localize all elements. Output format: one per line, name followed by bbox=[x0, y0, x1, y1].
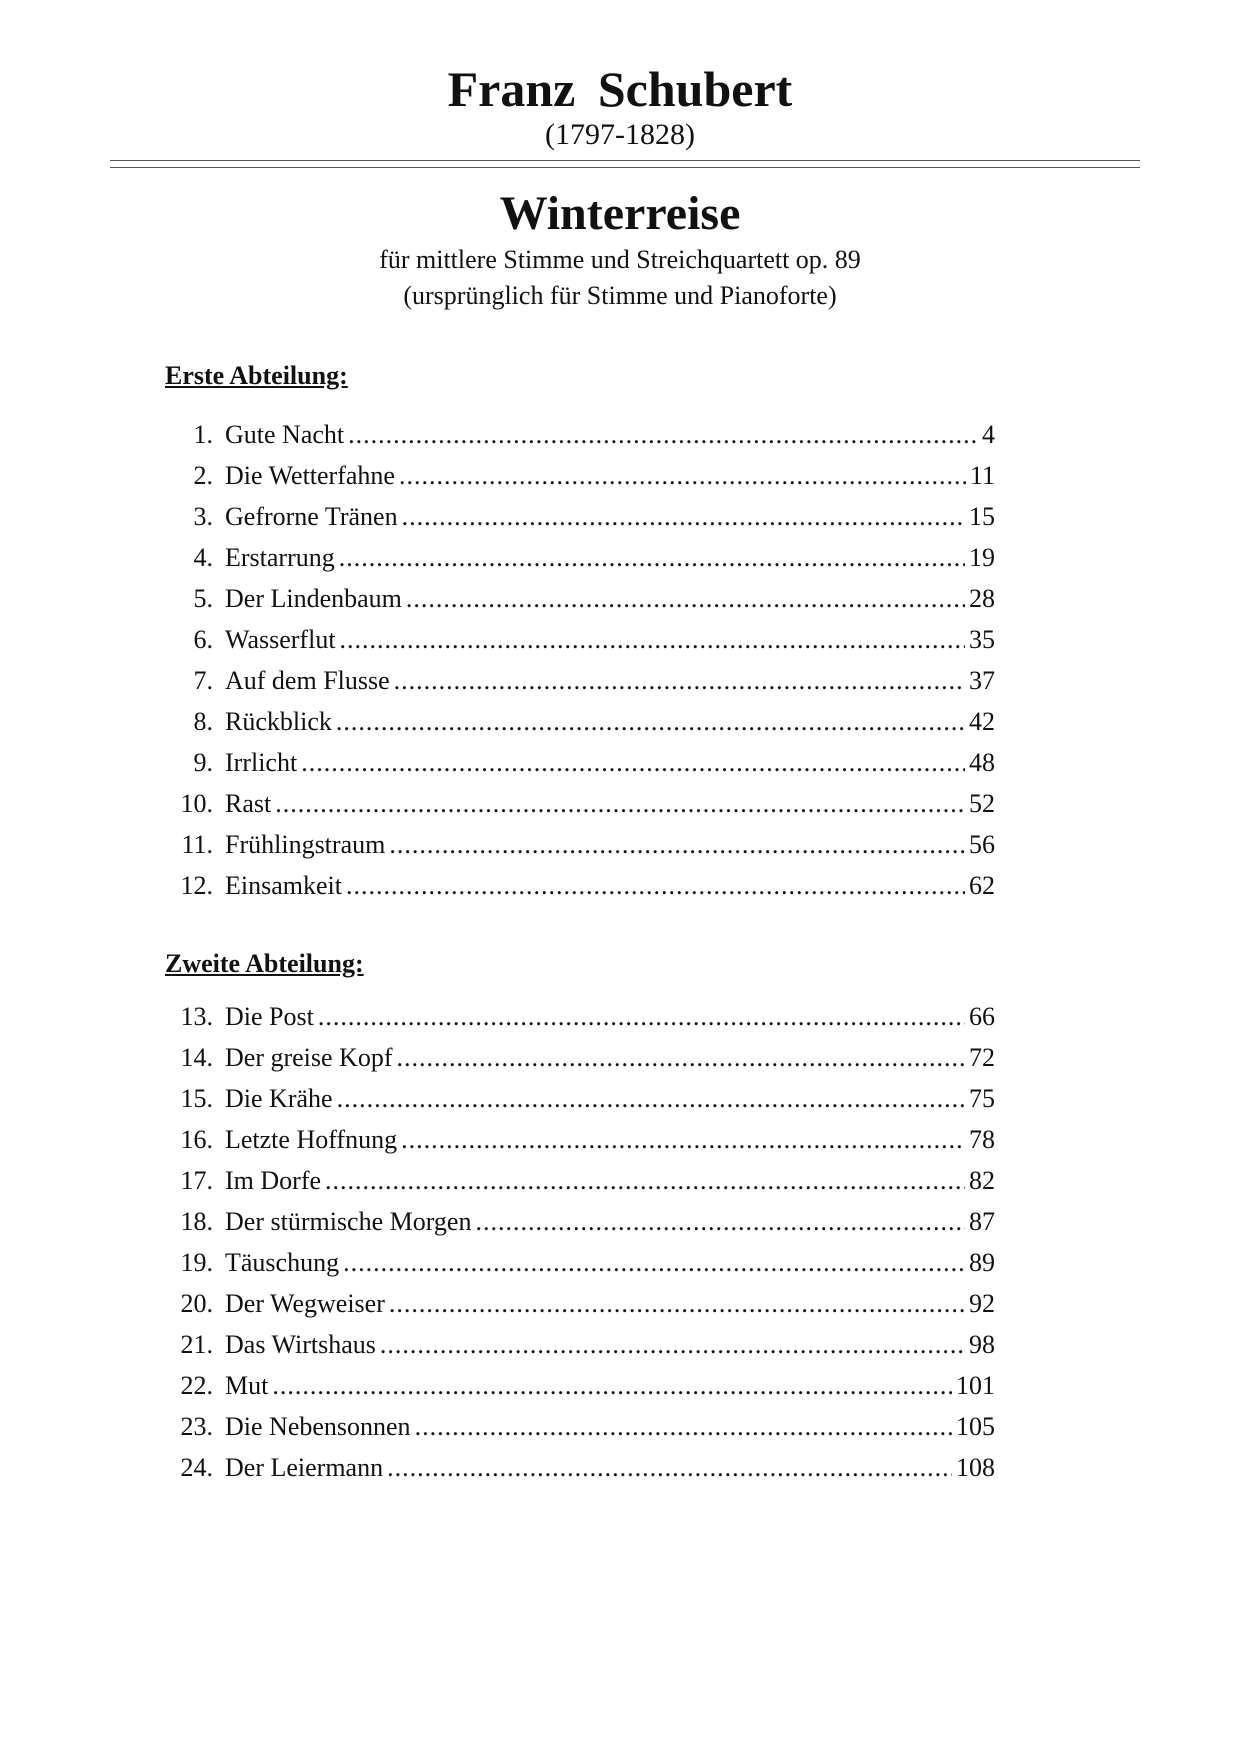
toc-entry-page-number: 82 bbox=[969, 1166, 995, 1195]
toc-entry-title: Rückblick bbox=[225, 707, 332, 736]
toc-entry-title: Die Post bbox=[225, 1002, 314, 1031]
toc-entry-page-number: 101 bbox=[956, 1371, 995, 1400]
work-subtitle: für mittlere Stimme und Streichquartett op. 89 bbox=[379, 245, 861, 274]
toc-entry[interactable] bbox=[165, 1283, 995, 1324]
toc-entry-title: Letzte Hoffnung bbox=[225, 1125, 398, 1154]
dot-leader bbox=[339, 537, 965, 578]
toc-entry-title: Die Wetterfahne bbox=[225, 461, 395, 490]
toc-entry-title: Rast bbox=[225, 789, 272, 818]
toc-entry[interactable] bbox=[165, 660, 995, 701]
dot-leader bbox=[340, 619, 965, 660]
toc-entry[interactable] bbox=[165, 1324, 995, 1365]
dot-leader bbox=[301, 742, 965, 783]
toc-entry-page-number: 42 bbox=[969, 707, 995, 736]
toc-entry-page-number: 52 bbox=[969, 789, 995, 818]
toc-entry-page-number: 75 bbox=[969, 1084, 995, 1113]
dot-leader bbox=[401, 1119, 965, 1160]
dot-leader bbox=[387, 1447, 952, 1488]
dot-leader bbox=[406, 578, 965, 619]
toc-entry-page-number: 105 bbox=[956, 1412, 995, 1441]
toc-entry[interactable] bbox=[165, 824, 995, 865]
toc-entry-number: 16. bbox=[180, 1125, 213, 1154]
toc-entry-page-number: 72 bbox=[969, 1043, 995, 1072]
toc-entry[interactable] bbox=[165, 414, 995, 455]
toc-entry-title: Erstarrung bbox=[225, 543, 335, 572]
toc-entry-page-number: 4 bbox=[982, 420, 995, 449]
toc-entry-title: Einsamkeit bbox=[225, 871, 342, 900]
dot-leader bbox=[397, 1037, 966, 1078]
toc-entry-title: Wasserflut bbox=[225, 625, 336, 654]
toc-entry[interactable] bbox=[165, 1447, 995, 1488]
toc-entry-number: 15. bbox=[180, 1084, 213, 1113]
toc-entry-title: Der greise Kopf bbox=[225, 1043, 393, 1072]
toc-entry-number: 8. bbox=[193, 707, 213, 736]
toc-entry-page-number: 11 bbox=[969, 461, 995, 490]
toc-entry-title: Der Lindenbaum bbox=[225, 584, 402, 613]
toc-list-part-2 bbox=[165, 996, 995, 1488]
work-original-scoring: (ursprünglich für Stimme und Pianoforte) bbox=[403, 281, 837, 310]
toc-entry-number: 19. bbox=[180, 1248, 213, 1277]
composer-name: Franz Schubert bbox=[447, 61, 793, 117]
toc-entry-title: Gefrorne Tränen bbox=[225, 502, 398, 531]
toc-entry-title: Der stürmische Morgen bbox=[225, 1207, 472, 1236]
toc-entry[interactable] bbox=[165, 1078, 995, 1119]
dot-leader bbox=[389, 824, 965, 865]
section-heading-zweite-abteilung: Zweite Abteilung: bbox=[165, 949, 364, 978]
toc-entry[interactable] bbox=[165, 1201, 995, 1242]
dot-leader bbox=[337, 1078, 965, 1119]
dot-leader bbox=[348, 414, 977, 455]
toc-entry-page-number: 66 bbox=[969, 1002, 995, 1031]
dot-leader bbox=[272, 1365, 952, 1406]
dot-leader bbox=[399, 455, 966, 496]
toc-entry[interactable] bbox=[165, 1365, 995, 1406]
dot-leader bbox=[318, 996, 965, 1037]
section-heading-erste-abteilung: Erste Abteilung: bbox=[165, 361, 348, 390]
toc-entry-page-number: 62 bbox=[969, 871, 995, 900]
toc-entry-title: Das Wirtshaus bbox=[225, 1330, 376, 1359]
dot-leader bbox=[394, 660, 965, 701]
toc-entry-number: 3. bbox=[193, 502, 213, 531]
toc-entry-page-number: 108 bbox=[956, 1453, 995, 1482]
toc-entry-number: 1. bbox=[193, 420, 213, 449]
toc-entry[interactable] bbox=[165, 496, 995, 537]
toc-entry[interactable] bbox=[165, 1037, 995, 1078]
toc-entry-number: 24. bbox=[180, 1453, 213, 1482]
toc-entry-number: 20. bbox=[180, 1289, 213, 1318]
toc-entry-title: Die Nebensonnen bbox=[225, 1412, 411, 1441]
toc-entry-page-number: 28 bbox=[969, 584, 995, 613]
dot-leader bbox=[389, 1283, 965, 1324]
toc-entry-number: 2. bbox=[193, 461, 213, 490]
toc-entry-page-number: 19 bbox=[969, 543, 995, 572]
toc-entry-number: 21. bbox=[180, 1330, 213, 1359]
toc-entry-title: Die Krähe bbox=[225, 1084, 333, 1113]
toc-entry-number: 4. bbox=[193, 543, 213, 572]
toc-entry[interactable] bbox=[165, 578, 995, 619]
toc-entry-page-number: 48 bbox=[969, 748, 995, 777]
toc-entry[interactable] bbox=[165, 1242, 995, 1283]
dot-leader bbox=[475, 1201, 965, 1242]
composer-lifespan: (1797-1828) bbox=[545, 118, 695, 151]
toc-entry[interactable] bbox=[165, 701, 995, 742]
toc-entry-title: Gute Nacht bbox=[225, 420, 345, 449]
toc-entry-number: 22. bbox=[180, 1371, 213, 1400]
dot-leader bbox=[275, 783, 965, 824]
toc-entry-number: 23. bbox=[180, 1412, 213, 1441]
toc-entry-page-number: 37 bbox=[969, 666, 995, 695]
toc-entry-page-number: 87 bbox=[969, 1207, 995, 1236]
toc-entry-page-number: 15 bbox=[969, 502, 995, 531]
toc-entry-number: 6. bbox=[193, 625, 213, 654]
toc-entry[interactable] bbox=[165, 1406, 995, 1447]
toc-entry-title: Mut bbox=[225, 1371, 269, 1400]
work-title: Winterreise bbox=[499, 187, 741, 240]
toc-entry-page-number: 78 bbox=[969, 1125, 995, 1154]
toc-entry[interactable] bbox=[165, 1160, 995, 1201]
dot-leader bbox=[346, 865, 965, 906]
toc-entry-page-number: 56 bbox=[969, 830, 995, 859]
toc-entry-number: 17. bbox=[180, 1166, 213, 1195]
toc-entry[interactable] bbox=[165, 742, 995, 783]
toc-entry[interactable] bbox=[165, 455, 995, 496]
dot-leader bbox=[325, 1160, 965, 1201]
toc-entry-number: 13. bbox=[180, 1002, 213, 1031]
toc-entry-page-number: 89 bbox=[969, 1248, 995, 1277]
toc-entry-page-number: 92 bbox=[969, 1289, 995, 1318]
toc-entry[interactable] bbox=[165, 996, 995, 1037]
toc-entry-number: 18. bbox=[180, 1207, 213, 1236]
dot-leader bbox=[336, 701, 965, 742]
toc-entry-title: Der Leiermann bbox=[225, 1453, 384, 1482]
toc-entry[interactable] bbox=[165, 865, 995, 906]
toc-entry-number: 12. bbox=[180, 871, 213, 900]
toc-entry-title: Frühlingstraum bbox=[225, 830, 386, 859]
toc-list-part-1 bbox=[165, 414, 995, 906]
toc-entry-page-number: 35 bbox=[969, 625, 995, 654]
toc-entry[interactable] bbox=[165, 537, 995, 578]
toc-entry-page-number: 98 bbox=[969, 1330, 995, 1359]
toc-entry[interactable] bbox=[165, 1119, 995, 1160]
dot-leader bbox=[343, 1242, 965, 1283]
toc-entry-number: 11. bbox=[181, 830, 213, 859]
dot-leader bbox=[380, 1324, 965, 1365]
toc-entry[interactable] bbox=[165, 783, 995, 824]
toc-entry-title: Der Wegweiser bbox=[225, 1289, 385, 1318]
toc-entry-title: Auf dem Flusse bbox=[225, 666, 390, 695]
toc-entry-title: Im Dorfe bbox=[225, 1166, 322, 1195]
toc-entry[interactable] bbox=[165, 619, 995, 660]
toc-entry-number: 7. bbox=[193, 666, 213, 695]
dot-leader bbox=[402, 496, 965, 537]
toc-entry-number: 9. bbox=[193, 748, 213, 777]
toc-entry-title: Irrlicht bbox=[225, 748, 298, 777]
toc-entry-number: 14. bbox=[180, 1043, 213, 1072]
dot-leader bbox=[415, 1406, 952, 1447]
toc-entry-number: 5. bbox=[193, 584, 213, 613]
toc-entry-title: Täuschung bbox=[225, 1248, 340, 1277]
double-rule-divider bbox=[110, 160, 1140, 168]
toc-entry-number: 10. bbox=[180, 789, 213, 818]
